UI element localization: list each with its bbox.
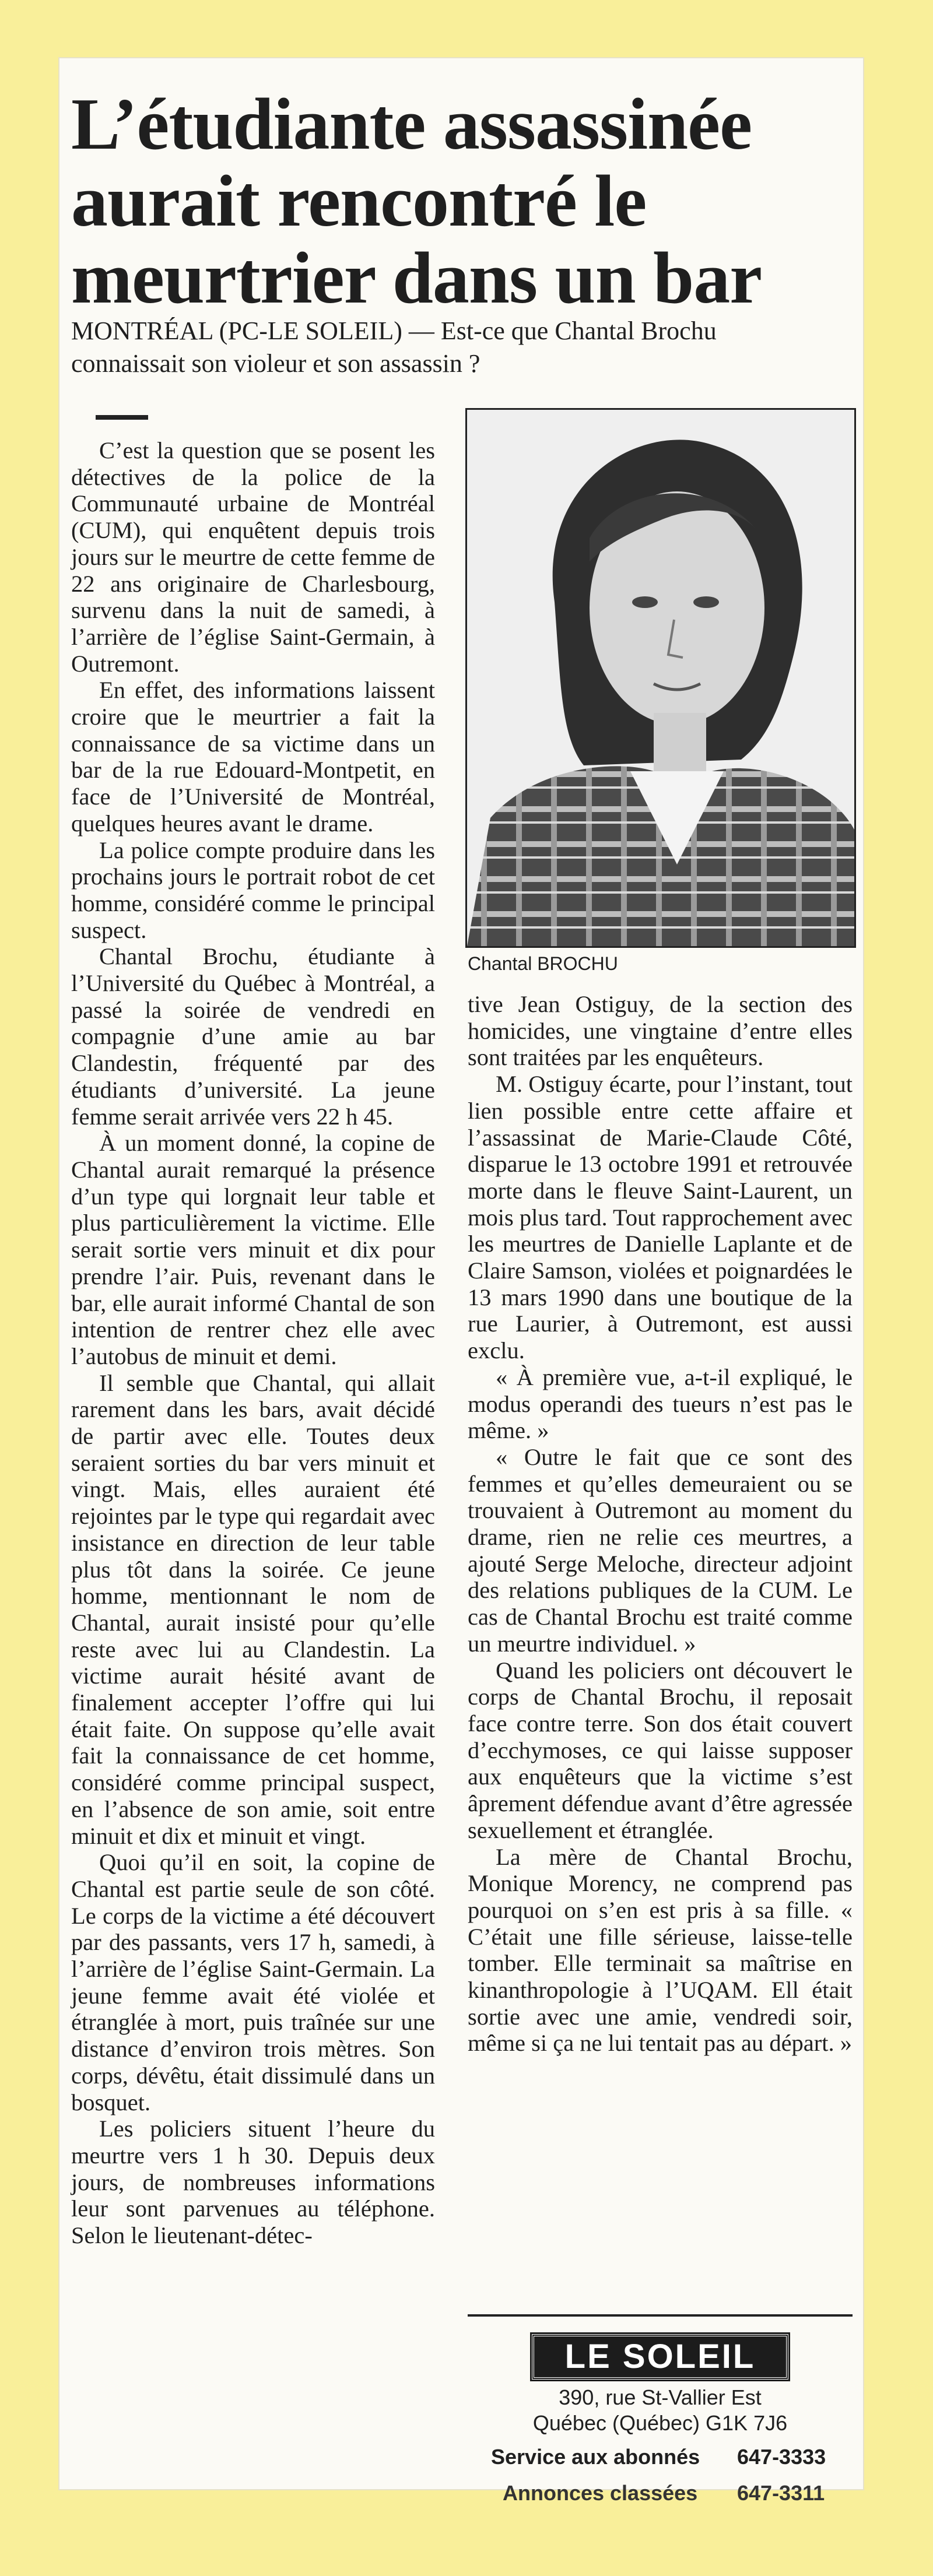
article-lead: MONTRÉAL (PC-LE SOLEIL) — Est-ce que Chantal Brochu connaissait son violeur et son assassin ? — [71, 317, 717, 378]
portrait-photo — [465, 408, 856, 948]
section-rule — [96, 415, 148, 420]
portrait-illustration — [467, 410, 854, 946]
article-paragraph: En effet, des informations laissent croire que le meurtrier a fait la connaissance de sa victime dans un bar de la rue Edouard-Montpetit, en face de l’Université de Montréal, quelques heures avant le drame. — [71, 677, 435, 837]
article-column-right — [468, 991, 853, 2244]
article-paragraph: C’est la question que se posent les détectives de la police de la Communauté urbaine de Montréal (CUM), qui enquêtent depuis trois jours sur le meurtre de cette femme de 22 ans originaire de Charlesbourg, survenu dans la nuit de samedi, à l’arrière de l’église Saint-Germain, à Outremont. — [71, 437, 435, 677]
subscriber-service-label: Service aux abonnés — [491, 2445, 700, 2469]
address-line: 390, rue St-Vallier Est — [559, 2385, 762, 2409]
article-paragraph: Quoi qu’il en soit, la copine de Chantal est partie seule de son côté. Le corps de la victime a été découvert par des passants, vers 17 h, samedi, à l’arrière de l’église Saint-Germain. La jeune femme avait été violée et étranglée à mort, puis traînée sur une distance d’environ trois mètres. Son corps, dévêtu, était dissimulé dans un bosquet. — [71, 1849, 435, 2115]
newspaper-clipping — [59, 58, 863, 2505]
article-paragraph: Il semble que Chantal, qui allait rarement dans les bars, avait décidé de partir avec elle. Toutes deux seraient sorties du bar vers minuit et vingt. Mais, elles auraient été rejointes par le type qui regardait avec insistance en direction de leur table plus tôt dans la soirée. Ce jeune homme, mentionnant le nom de Chantal, aurait insisté pour qu’elle reste avec lui au Clandestin. La victime aurait hésité avant de finalement accepter l’offre qui lui était faite. On suppose qu’elle avait fait la connaissance de cet homme, considéré comme principal suspect, en l’absence de son amie, soit entre minuit et dix et minuit et vingt. — [71, 1369, 435, 1849]
article-paragraph: Quand les policiers ont découvert le corps de Chantal Brochu, il reposait face contre terre. Son dos était couvert d’ecchymoses, ce qui laisse supposer aux enquêteurs que la victime s’est âprement défendue avant d’être agressée sexuellement et étranglée. — [468, 1657, 853, 1843]
article-paragraph: « À première vue, a-t-il expliqué, le modus operandi des tueurs n’est pas le même. » — [468, 1363, 853, 1444]
article-column-left — [71, 437, 435, 2477]
article-paragraph: Chantal Brochu, étudiante à l’Université du Québec à Montréal, a passé la soirée de vendredi en compagnie d’une amie au bar Clandestin, fréquenté par des étudiants d’université. La jeune femme serait arrivée vers 22 h 45. — [71, 943, 435, 1130]
article-headline: L’étudiante assassinée aurait rencontré le meurtrier dans un bar — [71, 84, 762, 319]
le-soleil-logo: LE SOLEIL — [532, 2334, 788, 2380]
article-paragraph: M. Ostiguy écarte, pour l’instant, tout lien possible entre cette affaire et l’assassinat de Marie-Claude Côté, disparue le 13 octobre 1991 et retrouvée morte dans le fleuve Saint-Laurent, un mois plus tard. Tout rapprochement avec les meurtres de Danielle Laplante et de Claire Samson, violées et poignardées le 13 mars 1990 dans une boutique de la rue Laurier, à Outremont, est aussi exclu. — [468, 1071, 853, 1364]
article-paragraph: La mère de Chantal Brochu, Monique Morency, ne comprend pas pourquoi on s’en est pris à sa fille. « C’était une fille sérieuse, laisse-telle tomber. Elle terminait sa maîtrise en kinanthropologie à l’UQAM. Ell était sortie avec une amie, vendredi soir, même si ça ne lui tentait pas au départ. » — [468, 1843, 853, 2057]
article-paragraph: La police compte produire dans les prochains jours le portrait robot de cet homme, considéré comme le principal suspect. — [71, 837, 435, 943]
subscriber-service-phone: 647-3333 — [737, 2445, 826, 2469]
article-paragraph: À un moment donné, la copine de Chantal aurait remarqué la présence d’un type qui lorgnait leur table et plus particulièrement la victime. Elle serait sortie vers minuit et dix pour prendre l’air. Puis, revenant dans le bar, elle aurait informé Chantal de son intention de rentrer chez elle avec l’autobus de minuit et demi. — [71, 1130, 435, 1369]
newspaper-contact-box — [468, 2314, 853, 2509]
article-paragraph: tive Jean Ostiguy, de la section des homicides, une vingtaine d’entre elles sont traitées par les enquêteurs. — [468, 991, 853, 1071]
classified-ads-label: Annonces classées — [503, 2481, 698, 2505]
photo-caption: Chantal BROCHU — [468, 953, 618, 974]
classified-ads-phone: 647-3311 — [737, 2481, 825, 2505]
article-paragraph: « Outre le fait que ce sont des femmes et qu’elles demeuraient ou se trouvaient à Outremont au moment du drame, rien ne relie ces meurtres, a ajouté Serge Meloche, directeur adjoint des relations publiques de la CUM. Le cas de Chantal Brochu est traité comme un meurtre individuel. » — [468, 1443, 853, 1657]
address-city-line: Québec (Québec) G1K 7J6 — [532, 2411, 788, 2435]
article-paragraph: Les policiers situent l’heure du meurtre vers 1 h 30. Depuis deux jours, de nombreuses informations leur sont parvenues au téléphone. Selon le lieutenant-détec- — [71, 2115, 435, 2249]
